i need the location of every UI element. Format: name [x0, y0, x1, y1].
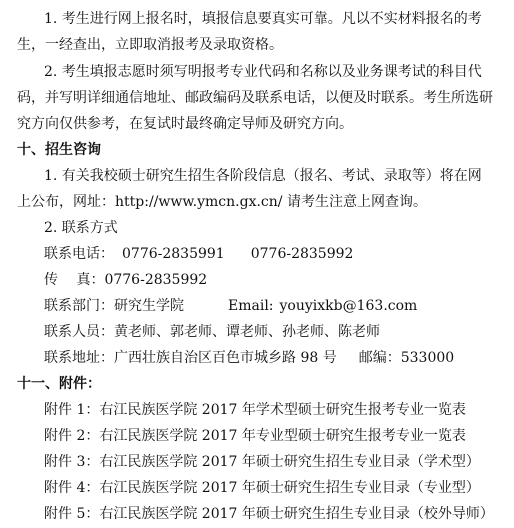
attachment-item: 附件 4：右江民族医学院 2017 年硕士研究生招生专业目录（专业型）: [44, 480, 480, 496]
phone-number-2: 0776-2835992: [250, 246, 354, 262]
contact-people-row: [44, 322, 380, 342]
s9-item1-line1: 1. 考生进行网上报名时，填报信息要真实可靠。凡以不实材料报名的考: [44, 11, 482, 27]
postcode-label: 邮编：: [358, 350, 401, 366]
phone-label: 联系电话：: [44, 246, 114, 262]
attachment-item: 附件 1：右江民族医学院 2017 年学术型硕士研究生报考专业一览表: [44, 402, 466, 418]
address-value: 广西壮族自治区百色市城乡路 98 号: [114, 350, 337, 366]
s10-item2-title: 2. 联系方式: [44, 220, 118, 236]
contact-fax-row: [44, 270, 207, 290]
phone-number-1: 0776-2835991: [122, 246, 225, 262]
section10-heading: 十、招生咨询: [17, 142, 101, 158]
contact-phone-row: [44, 244, 353, 264]
dept-label: 联系部门：: [44, 298, 114, 314]
s9-item1-line2: 生，一经查出，立即取消报考及录取资格。: [17, 37, 283, 53]
section11-heading: 十一、附件：: [17, 376, 101, 392]
s9-item2-line3: 究方向仅供参考，在复试时最终确定导师及研究方向。: [17, 116, 353, 132]
fax-number: 0776-2835992: [104, 272, 208, 288]
s9-item2-line1: 2. 考生填报志愿时须写明报考专业代码和名称以及业务课考试的科目代: [44, 64, 482, 80]
fax-label: 传 真：: [44, 272, 105, 288]
s9-item2-line2: 码，并写明详细通信地址、邮政编码及联系电话，以便及时联系。考生所选研: [17, 90, 493, 106]
attachment-item: 附件 5：右江民族医学院 2017 年硕士研究生招生专业目录（校外导师）: [44, 506, 494, 522]
s10-item1-line1: 1. 有关我校硕士研究生招生各阶段信息（报名、考试、录取等）将在网: [44, 168, 482, 184]
email-value: youyixkb@163.com: [279, 298, 418, 314]
attachment-item: 附件 3：右江民族医学院 2017 年硕士研究生招生专业目录（学术型）: [44, 454, 480, 470]
contact-dept-row: [44, 296, 417, 316]
postcode-value: 533000: [400, 350, 455, 366]
contacts-label: 联系人员：: [44, 324, 114, 340]
attachment-item: 附件 2：右江民族医学院 2017 年专业型硕士研究生报考专业一览表: [44, 428, 466, 444]
address-label: 联系地址：: [44, 350, 114, 366]
contacts-value: 黄老师、郭老师、谭老师、孙老师、陈老师: [114, 324, 380, 340]
contact-address-row: [44, 348, 454, 368]
dept-value: 研究生学院: [114, 298, 184, 314]
s10-item1-line2: 上公布，网址：http://www.ymcn.gx.cn/ 请考生注意上网查询。: [17, 194, 427, 210]
email-label: Email:: [228, 298, 274, 314]
